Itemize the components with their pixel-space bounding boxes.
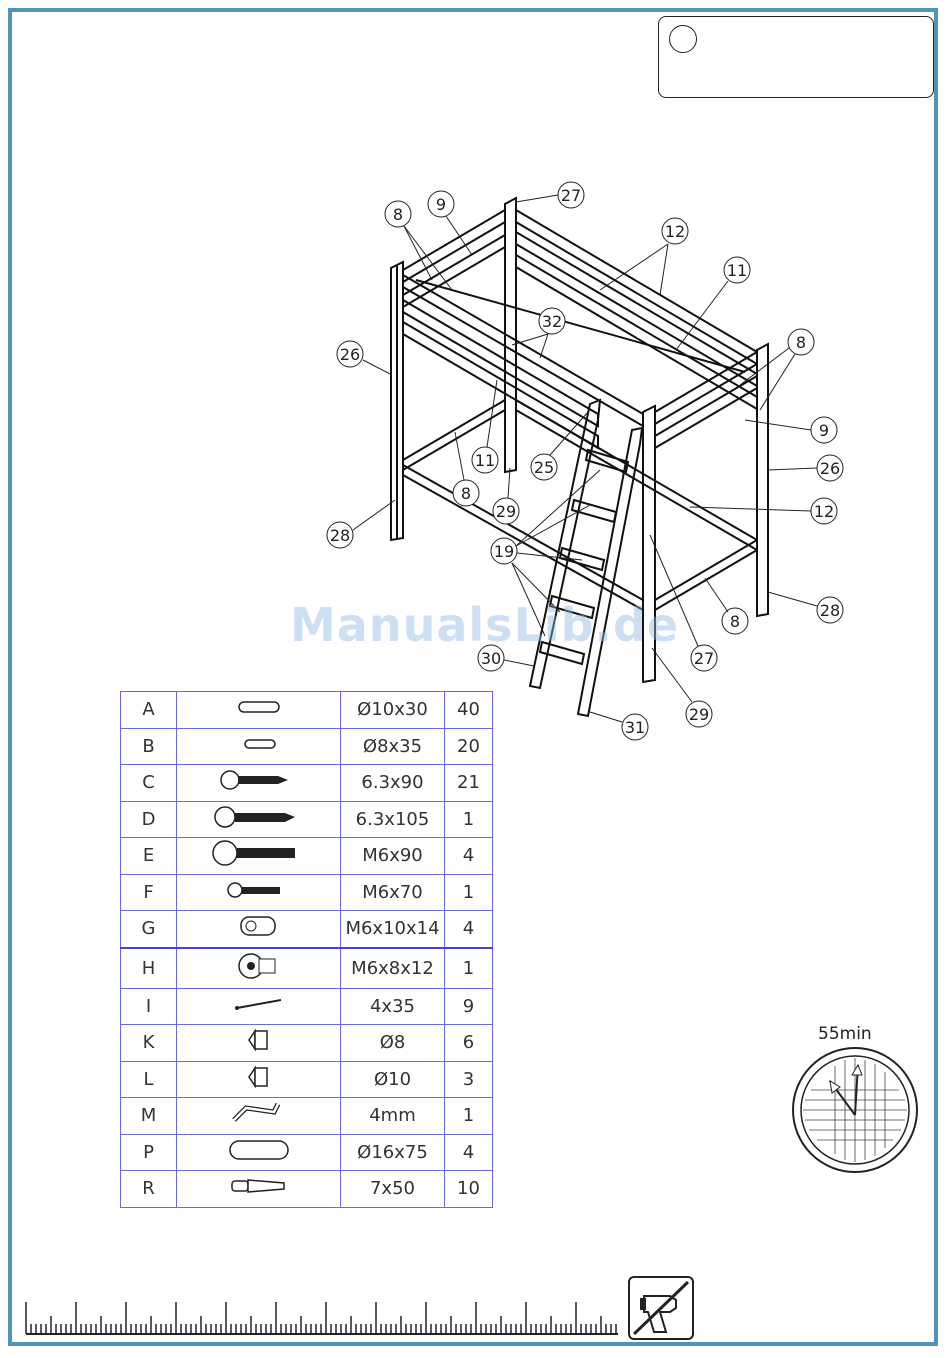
callout-25 <box>531 454 557 480</box>
callout-12-top <box>662 218 688 244</box>
short-bolt-icon <box>177 874 341 911</box>
svg-text:8: 8 <box>729 612 741 631</box>
callout-19 <box>491 538 517 564</box>
part-quantity: 4 <box>445 1134 493 1171</box>
part-quantity: 4 <box>445 838 493 875</box>
part-quantity: 6 <box>445 1025 493 1062</box>
hardware-row-a <box>121 692 493 729</box>
part-size: M6x70 <box>341 874 445 911</box>
svg-text:30: 30 <box>480 649 502 668</box>
callout-28-left <box>327 522 353 548</box>
part-letter: A <box>121 692 177 729</box>
callout-26-right <box>817 455 843 481</box>
svg-text:8: 8 <box>795 333 807 352</box>
part-quantity: 1 <box>445 801 493 838</box>
part-quantity: 10 <box>445 1171 493 1208</box>
svg-text:11: 11 <box>474 451 496 470</box>
hardware-row-f <box>121 874 493 911</box>
callout-11-top <box>724 257 750 283</box>
callout-9-right <box>811 417 837 443</box>
screw-icon <box>177 765 341 802</box>
part-letter: F <box>121 874 177 911</box>
svg-text:29: 29 <box>688 705 710 724</box>
svg-text:11: 11 <box>726 261 748 280</box>
hardware-row-p <box>121 1134 493 1171</box>
part-letter: G <box>121 911 177 948</box>
callout-labels <box>327 182 843 740</box>
hardware-row-m <box>121 1098 493 1135</box>
part-quantity: 9 <box>445 988 493 1025</box>
part-letter: L <box>121 1061 177 1098</box>
part-letter: B <box>121 728 177 765</box>
nail-icon <box>177 988 341 1025</box>
callout-12-right <box>811 498 837 524</box>
part-quantity: 3 <box>445 1061 493 1098</box>
callout-8-right-top <box>788 329 814 355</box>
part-size: Ø8 <box>341 1025 445 1062</box>
clock-icon <box>790 1045 920 1175</box>
svg-text:28: 28 <box>329 526 351 545</box>
svg-text:32: 32 <box>541 312 563 331</box>
part-size: 4x35 <box>341 988 445 1025</box>
svg-text:29: 29 <box>495 502 517 521</box>
cap-nut-icon <box>177 948 341 989</box>
callout-27-bottom <box>691 645 717 671</box>
callout-27-top <box>558 182 584 208</box>
small-dowel-icon <box>177 728 341 765</box>
hardware-table-body <box>121 692 493 1208</box>
part-letter: P <box>121 1134 177 1171</box>
callout-28-right <box>817 597 843 623</box>
part-size: Ø16x75 <box>341 1134 445 1171</box>
watermark: ManualsLib.de <box>290 598 680 652</box>
hardware-row-b <box>121 728 493 765</box>
part-size: Ø10 <box>341 1061 445 1098</box>
svg-text:31: 31 <box>624 718 646 737</box>
svg-text:12: 12 <box>813 502 835 521</box>
barrel-nut-icon <box>177 911 341 948</box>
svg-text:27: 27 <box>560 186 582 205</box>
cover-cap-icon <box>177 1061 341 1098</box>
svg-text:27: 27 <box>693 649 715 668</box>
part-letter: M <box>121 1098 177 1135</box>
hardware-row-e <box>121 838 493 875</box>
part-size: Ø8x35 <box>341 728 445 765</box>
part-letter: K <box>121 1025 177 1062</box>
part-quantity: 20 <box>445 728 493 765</box>
callout-8-top <box>385 201 411 227</box>
svg-text:12: 12 <box>664 222 686 241</box>
part-size: 4mm <box>341 1098 445 1135</box>
callout-8-left-bottom <box>453 480 479 506</box>
svg-text:9: 9 <box>818 421 830 440</box>
callout-9-top <box>428 191 454 217</box>
part-letter: D <box>121 801 177 838</box>
large-dowel-icon <box>177 1134 341 1171</box>
allen-key-icon <box>177 1098 341 1135</box>
part-size: M6x8x12 <box>341 948 445 989</box>
bolt-icon <box>177 838 341 875</box>
part-letter: C <box>121 765 177 802</box>
hardware-row-i <box>121 988 493 1025</box>
part-letter: E <box>121 838 177 875</box>
part-quantity: 1 <box>445 1098 493 1135</box>
hardware-row-g <box>121 911 493 948</box>
svg-text:9: 9 <box>435 195 447 214</box>
svg-text:25: 25 <box>533 458 555 477</box>
part-quantity: 1 <box>445 948 493 989</box>
long-screw-icon <box>177 801 341 838</box>
svg-text:26: 26 <box>819 459 841 478</box>
part-size: M6x10x14 <box>341 911 445 948</box>
callout-8-right-bottom <box>722 608 748 634</box>
no-power-drill-icon <box>628 1276 694 1340</box>
dowel-icon <box>177 692 341 729</box>
part-size: Ø10x30 <box>341 692 445 729</box>
callout-11-left <box>472 447 498 473</box>
assembly-time: 55min <box>818 1024 872 1044</box>
part-quantity: 40 <box>445 692 493 729</box>
ruler-icon <box>24 1298 620 1338</box>
callout-29-right <box>686 701 712 727</box>
hardware-row-h <box>121 948 493 989</box>
svg-text:28: 28 <box>819 601 841 620</box>
part-quantity: 1 <box>445 874 493 911</box>
hardware-row-l <box>121 1061 493 1098</box>
hardware-row-c <box>121 765 493 802</box>
svg-text:8: 8 <box>392 205 404 224</box>
part-size: M6x90 <box>341 838 445 875</box>
hardware-row-r <box>121 1171 493 1208</box>
part-quantity: 21 <box>445 765 493 802</box>
hardware-row-d <box>121 801 493 838</box>
hardware-table <box>120 691 493 1208</box>
callout-29-left <box>493 498 519 524</box>
svg-text:8: 8 <box>460 484 472 503</box>
part-size: 7x50 <box>341 1171 445 1208</box>
part-letter: H <box>121 948 177 989</box>
svg-text:26: 26 <box>339 345 361 364</box>
part-quantity: 4 <box>445 911 493 948</box>
svg-text:19: 19 <box>493 542 515 561</box>
part-letter: R <box>121 1171 177 1208</box>
part-letter: I <box>121 988 177 1025</box>
part-size: 6.3x105 <box>341 801 445 838</box>
callout-31 <box>622 714 648 740</box>
wall-plug-icon <box>177 1171 341 1208</box>
hardware-row-k <box>121 1025 493 1062</box>
callout-32 <box>539 308 565 334</box>
cover-cap-icon <box>177 1025 341 1062</box>
callout-26-left <box>337 341 363 367</box>
part-size: 6.3x90 <box>341 765 445 802</box>
